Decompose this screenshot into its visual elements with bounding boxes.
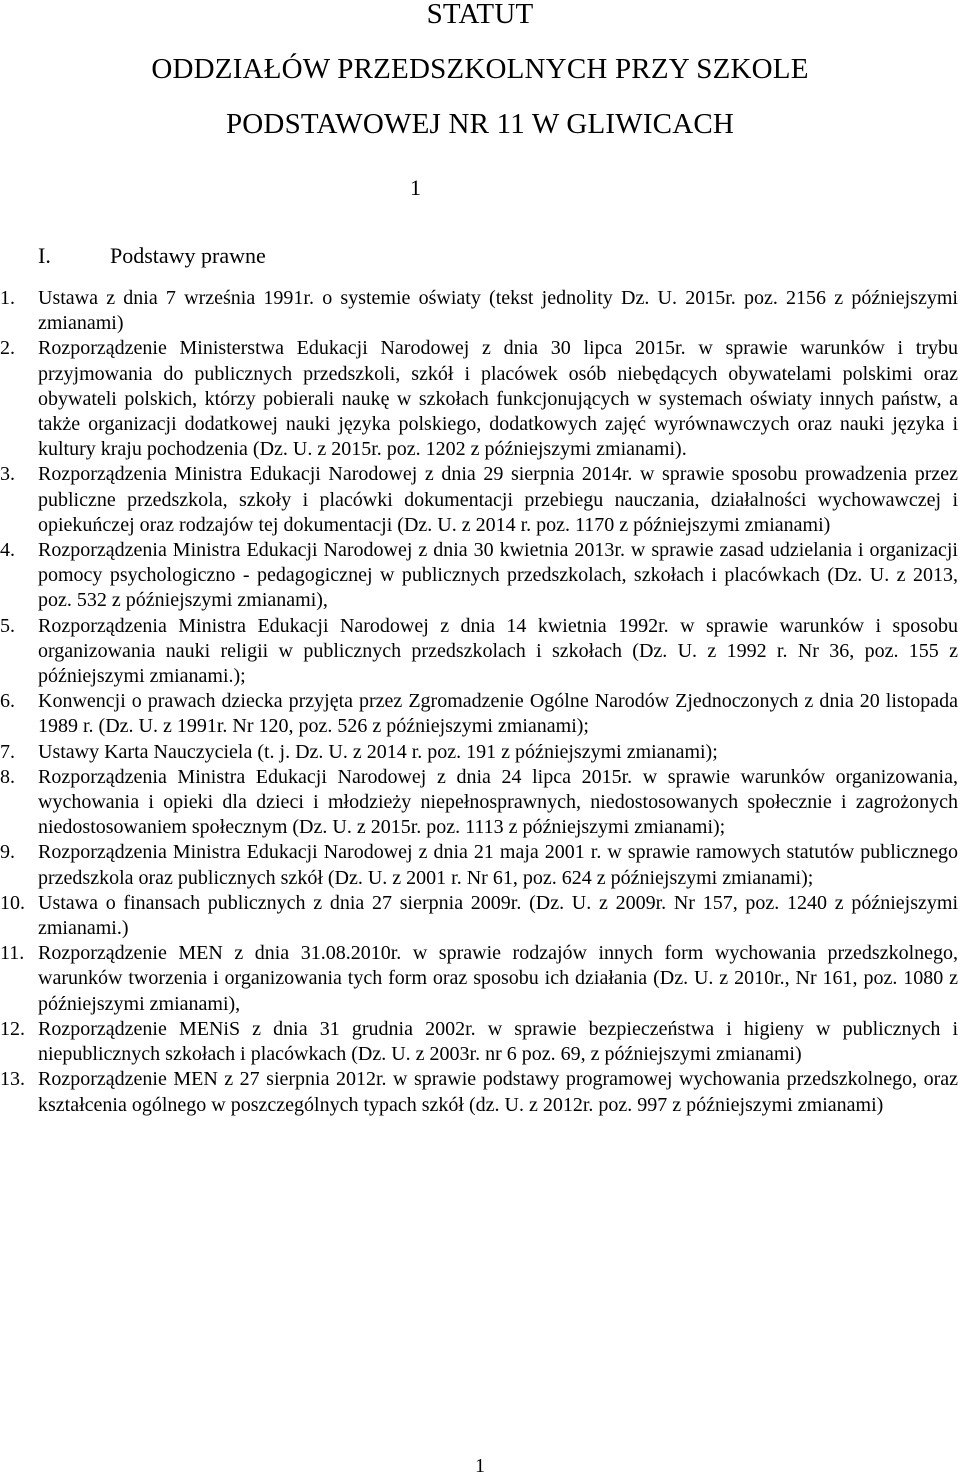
list-item-text: Konwencji o prawach dziecka przyjęta przez Zgromadzenie Ogólne Narodów Zjednoczonych z dnia 20 listopada 1989 r. (Dz. U. z 1991r. Nr 120, poz. 526 z późniejszymi zmianami); bbox=[38, 690, 958, 738]
list-item-text: Rozporządzenia Ministra Edukacji Narodowej z dnia 21 maja 2001 r. w sprawie ramowych statutów publicznego przedszkola oraz publicznych szkół (Dz. U. z 2001 r. Nr 61, poz. 624 z późniejszymi zmianami); bbox=[38, 841, 958, 889]
list-item-number: 3. bbox=[0, 463, 15, 486]
list-item-text: Ustawa z dnia 7 września 1991r. o systemie oświaty (tekst jednolity Dz. U. 2015r. poz. 2156 z późniejszymi zmianami) bbox=[38, 287, 958, 335]
list-item-text: Rozporządzenia Ministra Edukacji Narodowej z dnia 14 kwietnia 1992r. w sprawie warunków i sposobu organizowania nauki religii w publicznych przedszkolach i szkołach (Dz. U. z 1992 r. Nr 36, poz. 155 z późniejszymi zmianami.); bbox=[38, 614, 958, 688]
list-item-number: 5. bbox=[0, 614, 15, 637]
list-item bbox=[0, 538, 960, 614]
section-number: I. bbox=[38, 243, 51, 268]
list-item bbox=[0, 614, 960, 690]
list-item-number: 7. bbox=[0, 740, 15, 763]
list-item-text: Rozporządzenia Ministra Edukacji Narodowej z dnia 24 lipca 2015r. w sprawie warunków organizowania, wychowania i opieki dla dzieci i młodzieży niepełnosprawnych, niedostosowanych społecznie i zagrożonych niedostosowaniem społecznym (Dz. U. z 2015r. poz. 1113 z późniejszymi zmianami); bbox=[38, 765, 958, 839]
title-line-2: ODDZIAŁÓW PRZEDSZKOLNYCH PRZY SZKOLE bbox=[151, 53, 809, 85]
footnote-reference-line bbox=[38, 175, 421, 209]
list-item-number: 6. bbox=[0, 690, 15, 713]
list-item bbox=[0, 1067, 960, 1117]
title-line-1: STATUT bbox=[426, 0, 534, 30]
list-item-number: 10. bbox=[0, 891, 25, 914]
list-item bbox=[0, 286, 960, 336]
list-item bbox=[0, 941, 960, 1017]
list-item-number: 2. bbox=[0, 337, 15, 360]
list-item-number: 13. bbox=[0, 1068, 25, 1091]
list-item-number: 1. bbox=[0, 287, 15, 309]
page-number: 1 bbox=[475, 1455, 485, 1477]
list-item-text: Ustawa o finansach publicznych z dnia 27 sierpnia 2009r. (Dz. U. z 2009r. Nr 157, poz. 1240 z późniejszymi zmianami.) bbox=[38, 891, 958, 940]
list-item bbox=[0, 689, 960, 739]
list-item-text: Rozporządzenie MENiS z dnia 31 grudnia 2002r. w sprawie bezpieczeństwa i higieny w publicznych i niepublicznych szkołach i placówkach (Dz. U. z 2003r. nr 6 poz. 69, z późniejszymi zmianami) bbox=[38, 1017, 958, 1066]
list-item bbox=[0, 1017, 960, 1067]
list-item-text: Rozporządzenia Ministra Edukacji Narodowej z dnia 29 sierpnia 2014r. w sprawie sposobu prowadzenia przez publiczne przedszkola, szkoły i placówki dokumentacji przebiegu nauczania, działalności wychowawczej i opiekuńczej oraz rodzajów tej dokumentacji (Dz. U. z 2014 r. poz. 1170 z późniejszymi zmianami) bbox=[38, 463, 958, 536]
legal-basis-list bbox=[0, 286, 960, 1118]
section-heading bbox=[38, 245, 266, 267]
footnote-reference[interactable]: 1 bbox=[410, 175, 421, 200]
section-title: Podstawy prawne bbox=[110, 243, 266, 268]
title-line-3: PODSTAWOWEJ NR 11 W GLIWICACH bbox=[225, 108, 735, 140]
list-item-text: Rozporządzenie MEN z 27 sierpnia 2012r. w sprawie podstawy programowej wychowania przedszkolnego, oraz kształcenia ogólnego w poszczególnych typach szkół (dz. U. z 2012r. poz. 997 z późniejszymi zmianami) bbox=[38, 1068, 958, 1116]
list-item-number: 12. bbox=[0, 1017, 25, 1040]
list-item-number: 11. bbox=[0, 942, 25, 965]
list-item bbox=[0, 840, 960, 890]
list-item-text: Ustawy Karta Nauczyciela (t. j. Dz. U. z 2014 r. poz. 191 z późniejszymi zmianami); bbox=[38, 740, 718, 763]
list-item-number: 8. bbox=[0, 765, 15, 788]
list-item bbox=[0, 765, 960, 841]
list-item bbox=[0, 891, 960, 941]
list-item-text: Rozporządzenie MEN z dnia 31.08.2010r. w sprawie rodzajów innych form wychowania przedszkolnego, warunków tworzenia i organizowania tych form oraz sposobu ich działania (Dz. U. z 2010r., Nr 161, poz. 1080 z późniejszymi zmianami), bbox=[38, 942, 958, 1015]
list-item-number: 4. bbox=[0, 539, 15, 562]
list-item-text: Rozporządzenie Ministerstwa Edukacji Narodowej z dnia 30 lipca 2015r. w sprawie warunków i trybu przyjmowania do publicznych przedszkoli, szkół i placówek osób niebędących obywatelami polskimi oraz obywateli polskich, którzy pobierali naukę w szkołach funkcjonujących w systemach oświaty innych państw, a także organizacji dodatkowej nauki języka polskiego, dodatkowych zajęć wyrównawczych oraz nauki języka i kultury kraju pochodzenia (Dz. U. z 2015r. poz. 1202 z późniejszymi zmianami). bbox=[38, 337, 958, 461]
list-item-text: Rozporządzenia Ministra Edukacji Narodowej z dnia 30 kwietnia 2013r. w sprawie zasad udzielania i organizacji pomocy psychologiczno - pedagogicznej w publicznych przedszkolach, szkołach i placówkach (Dz. U. z 2013, poz. 532 z późniejszymi zmianami), bbox=[38, 539, 958, 612]
list-item bbox=[0, 336, 960, 462]
list-item-number: 9. bbox=[0, 841, 15, 864]
list-item bbox=[0, 462, 960, 538]
list-item bbox=[0, 740, 960, 765]
